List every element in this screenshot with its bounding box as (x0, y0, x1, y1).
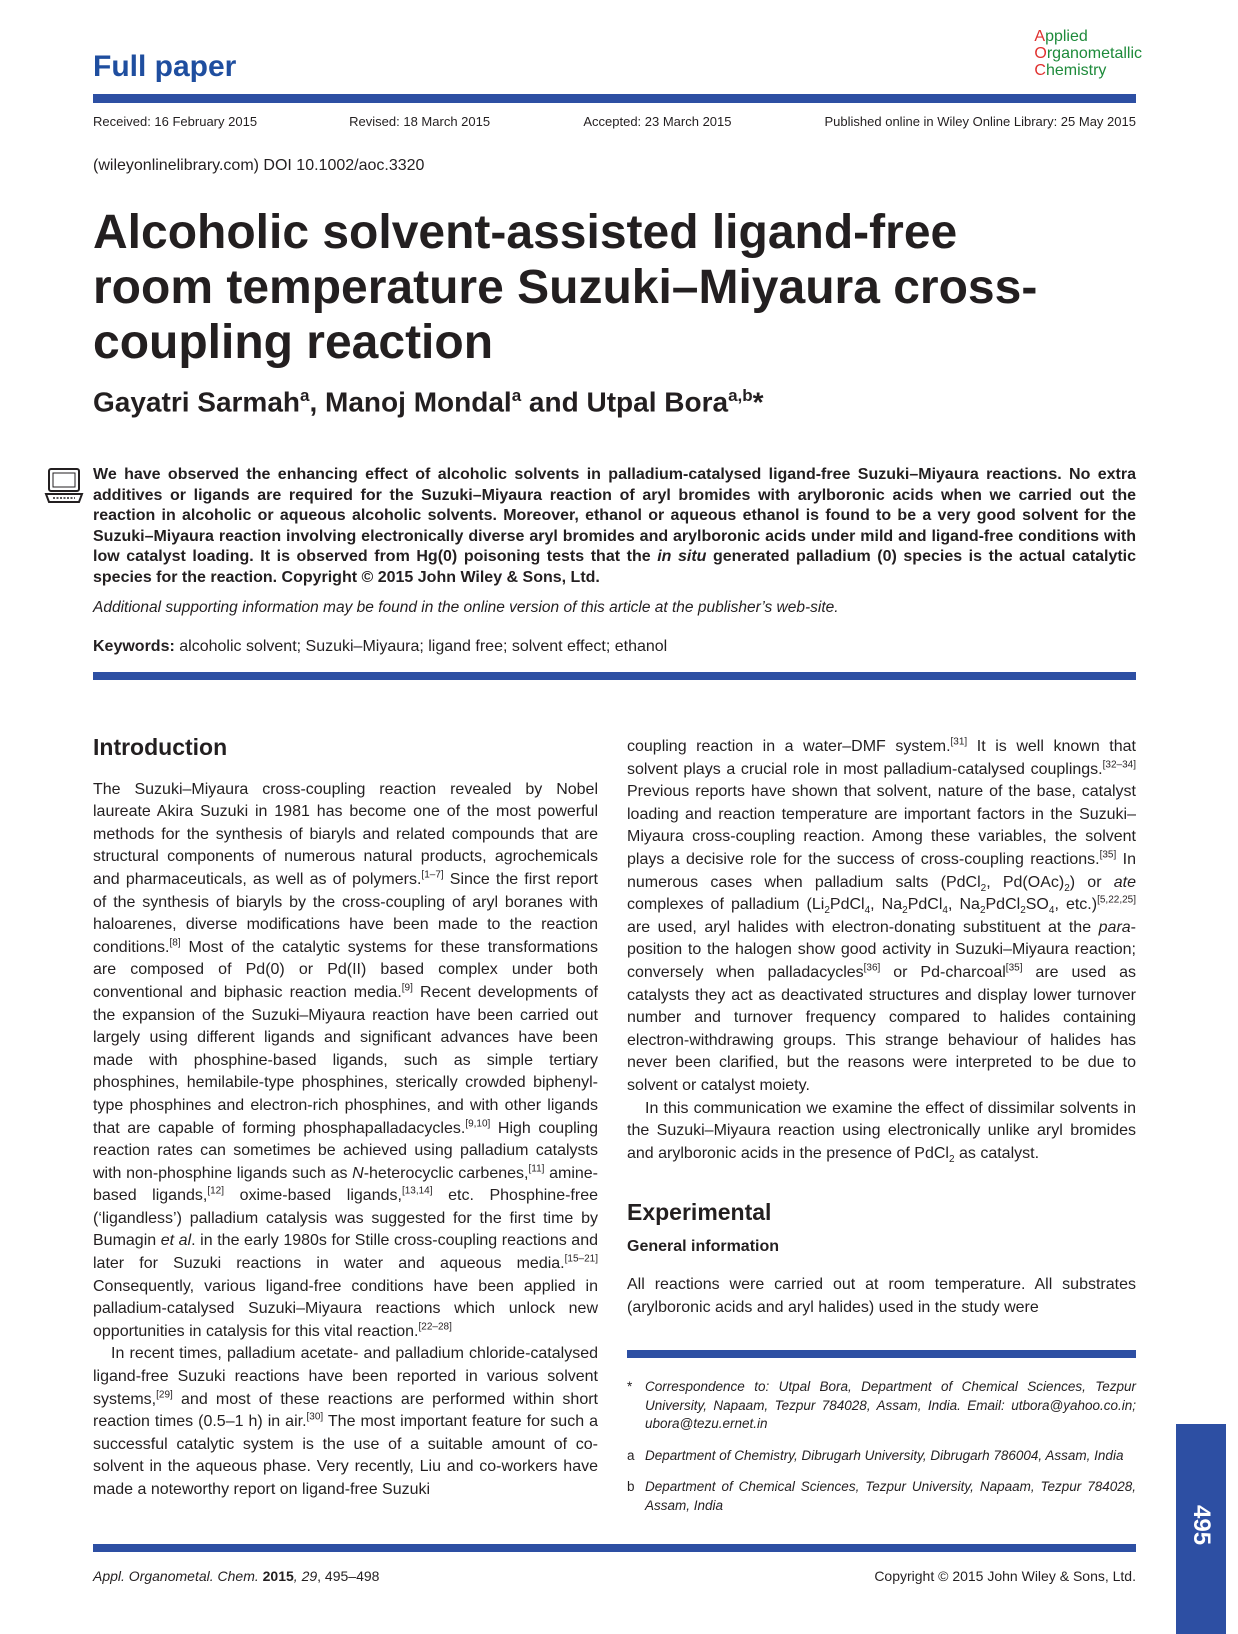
page-number: 495 (1188, 1504, 1215, 1546)
author-name[interactable]: Manoj Mondal (325, 386, 512, 418)
introduction-paragraph-2: In recent times, palladium acetate- and palladium chloride-catalysed ligand-free Suzuki reactions have been reported in various solvent systems,[29] and most of these reactions are performed within short reaction times (0.5–1 h) in air.[30] The most important feature for such a successful catalytic system is the use of a suitable amount of co-solvent in the aqueous phase. Very recently, Liu and co-workers have made a noteworthy report on ligand-free Suzuki (93, 1345, 598, 1498)
supporting-info-note: Additional supporting information may be found in the online version of this article at the publisher’s web-site. (93, 599, 839, 616)
logo-text: pplied (1045, 28, 1088, 45)
keywords-label: Keywords: (93, 638, 175, 655)
header-rule (93, 94, 1136, 103)
citation-volume: , 29 (293, 1568, 318, 1584)
footnote-correspondence (627, 1378, 1136, 1434)
published-date: Published online in Wiley Online Library: 25 May 2015 (824, 114, 1136, 129)
received-date: Received: 16 February 2015 (93, 114, 258, 129)
abstract-rule (93, 672, 1136, 680)
affiliation-mark: a,b (728, 386, 753, 405)
left-column (93, 736, 598, 1502)
logo-text: hemistry (1045, 62, 1107, 79)
logo-text: rganometallic (1046, 45, 1142, 62)
footnote-text: Department of Chemistry, Dibrugarh University, Dibrugarh 786004, Assam, India (645, 1447, 1124, 1463)
footnotes (627, 1378, 1136, 1528)
footnote-text: Department of Chemical Sciences, Tezpur University, Napaam, Tezpur 784028, Assam, India (645, 1479, 1136, 1513)
introduction-heading: Introduction (93, 734, 228, 760)
logo-cap: C (1034, 62, 1046, 79)
keywords (93, 638, 667, 656)
footnote-mark: * (627, 1379, 633, 1394)
logo-cap: O (1034, 45, 1047, 62)
citation-pages: , 495–498 (317, 1568, 380, 1584)
doi[interactable]: (wileyonlinelibrary.com) DOI 10.1002/aoc.3320 (93, 157, 425, 174)
abstract-text: generated palladium (0) species is the actual catalytic species for the reaction. Copyright © 2015 John Wiley & Sons, Ltd. (93, 548, 1137, 586)
citation-year: 2015 (258, 1568, 294, 1584)
section-label: Full paper (93, 50, 237, 83)
corresponding-mark: * (752, 386, 764, 418)
affiliation-mark: a (511, 386, 522, 405)
author-name[interactable]: Gayatri Sarmah (93, 386, 300, 418)
affiliation-mark: a (300, 386, 310, 405)
logo-cap: A (1034, 28, 1046, 45)
abstract-text: We have observed the enhancing effect of alcoholic solvents in palladium-catalysed ligand-free Suzuki–Miyaura reactions. No extra additives or ligands are required for the Suzuki–Miyaura reaction of aryl bromides with arylboronic acids when we carried out the reaction in alcoholic or aqueous alcoholic solvents. Moreover, ethanol or aqueous ethanol is found to be a very good solvent for the Suzuki–Miyaura reaction involving electronically diverse aryl bromides and arylboronic acids under mild and ligand-free conditions with low catalyst loading. It is observed from Hg(0) poisoning tests that the (93, 466, 1136, 565)
experimental-heading: Experimental (627, 1199, 772, 1226)
citation-footer (93, 1568, 379, 1584)
introduction-paragraph-1: The Suzuki–Miyaura cross-coupling reaction revealed by Nobel laureate Akira Suzuki in 1981 has become one of the most powerful methods for the synthesis of biaryls and related compounds that are structural components of numerous natural products, agrochemicals and pharmaceuticals, as well as of polymers.[1–7] Since the first report of the synthesis of biaryls by the cross-coupling of aryl boranes with haloarenes, diverse modifications have been made to the reaction conditions.[8] Most of the catalytic systems for these transformations are composed of Pd(0) or Pd(II) based complex under both conventional and biphasic reaction media.[9] Recent developments of the expansion of the Suzuki–Miyaura reaction have been carried out largely using different ligands and significant advances have been made with phosphine-based ligands, such as simple tertiary phosphines, hemilabile-type phosphines, sterically crowded biphenyl-type phosphines and electron-rich phosphines, and with other ligands that are capable of forming phosphapalladacycles.[9,10] High coupling reaction rates can sometimes be achieved using palladium catalysts with non-phosphine ligands such as N-heterocyclic carbenes,[11] amine-based ligands,[12] oxime-based ligands,[13,14] etc. Phosphine-free (‘ligandless’) palladium catalysis was suggested for the first time by Bumagin et al. in the early 1980s for Stille cross-coupling reactions and later for Suzuki reactions in water and aqueous media.[15–21] Consequently, various ligand-free conditions have been applied in palladium-catalysed Suzuki–Miyaura reactions which unlock new opportunities in catalysis for this vital reaction.[22–28] (93, 780, 599, 1340)
general-information-heading: General information (627, 1237, 780, 1255)
journal-abbrev: Appl. Organometal. Chem. (93, 1568, 259, 1584)
author-name[interactable]: Utpal Bora (586, 386, 729, 418)
introduction-paragraph-3: coupling reaction in a water–DMF system.[31] It is well known that solvent plays a crucial role in most palladium-catalysed couplings.[32–34] Previous reports have shown that solvent, nature of the base, catalyst loading and reaction temperature are important factors in the Suzuki–Miyaura cross-coupling reaction. Among these variables, the solvent plays a decisive role for the success of cross-coupling reactions.[35] In numerous cases when palladium salts (PdCl$_2$, $Pd(OAc)_2$) or ate complexes of palladium ($Li_2PdCl_4$, $Na_2PdCl_4$, $Na_2PdCl_2SO_4$, etc.)[5,22,25] are used, aryl halides with electron-donating substituent at the para-position to the halogen show good activity in Suzuki–Miyaura reaction; conversely when palladacycles[36] or Pd-charcoal[35] are used as catalysts they act as deactivated structures and display lower turnover number and turnover frequency compared to halides containing electron-withdrawing groups. This strange behaviour of halides has never been clarified, but the reasons were interpreted to be due to solvent or catalyst moiety. (627, 736, 1137, 1094)
article-title: Alcoholic solvent-assisted ligand-free room temperature Suzuki–Miyaura cross-coupling reaction (93, 206, 1038, 369)
laptop-icon (44, 466, 84, 506)
abstract-italic: in situ (657, 548, 707, 565)
footer-rule (93, 1544, 1136, 1552)
revised-date: Revised: 18 March 2015 (349, 114, 491, 129)
author-separator: and (521, 386, 587, 418)
keywords-text: alcoholic solvent; Suzuki–Miyaura; ligand free; solvent effect; ethanol (174, 638, 668, 655)
author-separator: , (309, 386, 326, 418)
authors (93, 386, 764, 418)
journal-logo (1034, 28, 1142, 79)
footnote-mark: b (627, 1479, 635, 1494)
footnote-affiliation-b (627, 1478, 1136, 1515)
right-column (627, 736, 1136, 1320)
abstract (93, 465, 1136, 588)
accepted-date: Accepted: 23 March 2015 (583, 114, 732, 129)
footnote-mark: a (627, 1447, 635, 1463)
publication-dates (93, 114, 1136, 129)
footnote-rule (627, 1350, 1136, 1358)
footnote-affiliation-a (627, 1447, 1136, 1466)
introduction-paragraph-4: In this communication we examine the effect of dissimilar solvents in the Suzuki–Miyaura reaction using electronically unlike aryl bromides and arylboronic acids in the presence of PdCl$_2$ as catalyst. (627, 1099, 1136, 1165)
footnote-text: Correspondence to: Utpal Bora, Department of Chemical Sciences, Tezpur University, Napaam, Tezpur 784028, Assam, India. Email: utbora@yahoo.co.in; ubora@tezu.ernet.in (645, 1379, 1136, 1431)
copyright-footer: Copyright © 2015 John Wiley & Sons, Ltd. (874, 1568, 1136, 1584)
experimental-paragraph: All reactions were carried out at room temperature. All substrates (arylboronic acids and aryl halides) used in the study were (627, 1276, 1136, 1317)
